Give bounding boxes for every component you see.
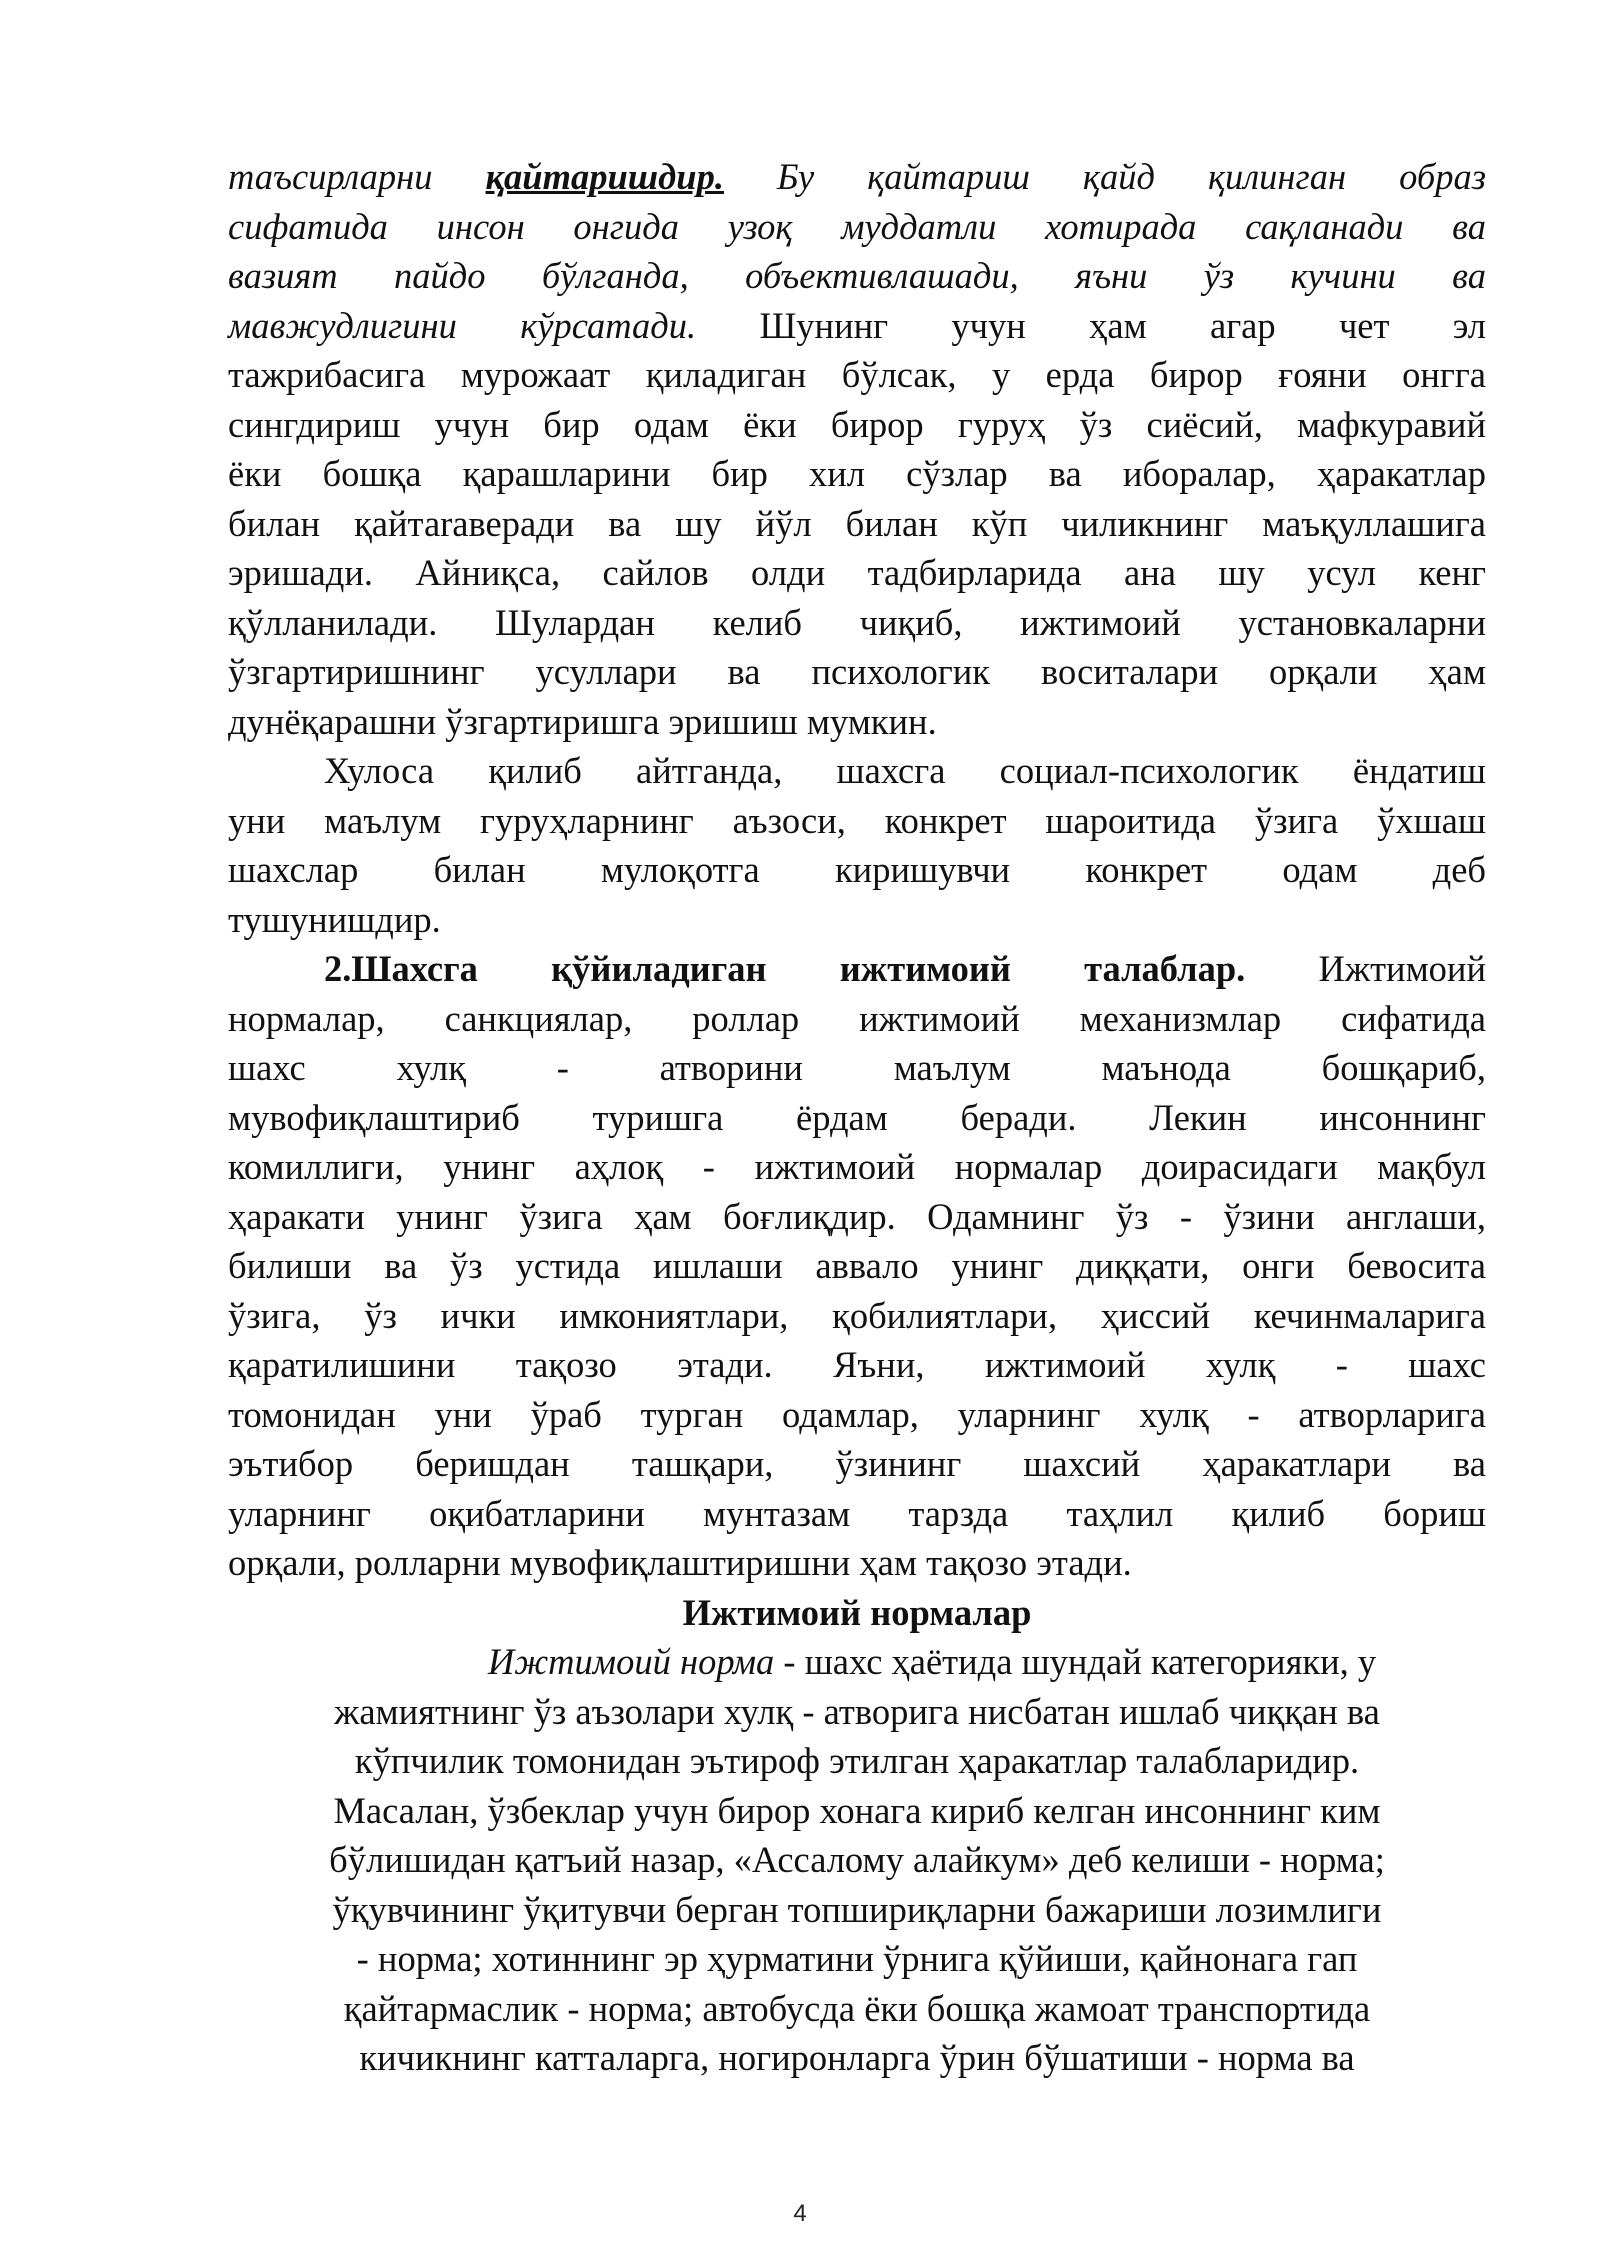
text-line: қайтармаслик - норма; автобусда ёки бошқа жамоат транспортида xyxy=(343,1987,1371,2029)
regular-text: - шахс ҳаётида шундай категорияки, у xyxy=(774,1641,1377,1682)
italic-text: мавжудлигини кўрсатади. xyxy=(228,304,697,346)
text-line: ўзгартиришнинг усуллари ва психологик воситалари орқали ҳам xyxy=(228,651,1486,692)
text-line: Масалан, ўзбеклар учун бирор хонага кириб келган инсоннинг ким xyxy=(333,1789,1381,1831)
section-heading: 2.Шахсга қўйиладиган ижтимоий талаблар. xyxy=(324,948,1246,989)
text-line: - норма; хотиннинг эр ҳурматини ўрнига қўйиши, қайнонага гап xyxy=(356,1938,1358,1979)
text-line xyxy=(228,301,1486,351)
text-line: ҳаракати унинг ўзига ҳам боғлиқдир. Одамнинг ўз - ўзини англаши, xyxy=(228,1195,1486,1237)
text-line: томонидан уни ўраб турган одамлар, уларнинг хулқ - атворларига xyxy=(228,1393,1486,1435)
text-line: вазият пайдо бўлганда, объективлашади, яъни ўз кучини ва xyxy=(228,255,1486,296)
text-line: мувофиқлаштириб туришга ёрдам беради. Лекин инсоннинг xyxy=(228,1096,1486,1138)
text-line: бўлишидан қатъий назар, «Ассалому алайкум» деб келиши - норма; xyxy=(329,1839,1385,1880)
regular-text: Ижтимоий xyxy=(1245,948,1486,989)
text-line: комиллиги, унинг аҳлоқ - ижтимоий нормалар доирасидаги мақбул xyxy=(228,1146,1486,1187)
text-line: шахслар билан мулоқотга киришувчи конкрет одам деб xyxy=(228,849,1486,890)
text-line: сингдириш учун бир одам ёки бирор гуруҳ ўз сиёсий, мафкуравий xyxy=(228,403,1486,445)
document-page xyxy=(228,152,1486,2083)
text-line: Хулоса қилиб айтганда, шахсга социал-психологик ёндатиш xyxy=(324,750,1486,791)
text-line: ўқувчининг ўқитувчи берган топшириқларни бажариши лозимлиги xyxy=(332,1888,1382,1930)
text-line: кичикнинг катталарга, ногиронларга ўрин бўшатиши - норма ва xyxy=(359,2037,1355,2078)
text-line: шахс хулқ - атворини маълум маънода бошқариб, xyxy=(228,1047,1486,1088)
section-title: Ижтимоий нормалар xyxy=(682,1591,1032,1633)
text-line xyxy=(228,152,1486,202)
text-line: тажрибасига мурожаат қиладиган бўлсак, у ерда бирор ғояни онгга xyxy=(228,354,1486,395)
text-line: сифатида инсон онгида узоқ муддатли хотирада сақланади ва xyxy=(228,205,1486,247)
text-line: тушунишдир. xyxy=(228,898,441,940)
italic-text: Бу қайтариш қайд қилинган образ xyxy=(723,156,1486,197)
text-line: эришади. Айниқса, сайлов олди тадбирларида ана шу усул кенг xyxy=(228,552,1486,593)
text-line: нормалар, санкциялар, роллар ижтимоий механизмлар сифатида xyxy=(228,997,1486,1039)
regular-text: Шунинг учун ҳам агар чет эл xyxy=(696,304,1486,346)
text-line: орқали, ролларни мувофиқлаштиришни ҳам тақозо этади. xyxy=(228,1542,1132,1583)
text-line: эътибор беришдан ташқари, ўзининг шахсий ҳаракатлари ва xyxy=(228,1443,1486,1484)
page-number: 4 xyxy=(793,2200,807,2227)
text-line: дунёқарашни ўзгартиришга эришиш мумкин. xyxy=(228,700,937,742)
bold-underlined-term: қайтаришдир. xyxy=(485,156,724,197)
text-line: ёки бошқа қарашларини бир хил сўзлар ва иборалар, ҳаракатлар xyxy=(228,453,1486,494)
text-line: уни маълум гуруҳларнинг аъзоси, конкрет шароитида ўзига ўхшаш xyxy=(228,799,1486,841)
text-line: жамиятнинг ўз аъзолари хулқ - атворига нисбатан ишлаб чиққан ва xyxy=(334,1690,1380,1732)
text-line: билан қайтаraверади ва шу йўл билан кўп чиликнинг маъқуллашига xyxy=(228,502,1486,544)
text-line: қаратилишини тақозо этади. Яъни, ижтимоий хулқ - шахс xyxy=(228,1344,1486,1385)
text-line: билиши ва ўз устида ишлаши аввало унинг диққати, онги бевосита xyxy=(228,1245,1486,1286)
italic-text: таъсирларни xyxy=(228,156,486,197)
text-line: уларнинг оқибатларини мунтазам тарзда таҳлил қилиб бориш xyxy=(228,1492,1486,1534)
text-line: қўлланилади. Шулардан келиб чиқиб, ижтимоий установкаларни xyxy=(228,601,1486,643)
text-line xyxy=(228,944,1486,994)
italic-term: Ижтимоий норма xyxy=(487,1641,775,1682)
text-line: ўзига, ўз ички имкониятлари, қобилиятлари, ҳиссий кечинмаларига xyxy=(228,1294,1486,1336)
text-line: кўпчилик томонидан эътироф этилган ҳаракатлар талабларидир. xyxy=(354,1740,1360,1781)
text-line xyxy=(228,1637,1486,1687)
